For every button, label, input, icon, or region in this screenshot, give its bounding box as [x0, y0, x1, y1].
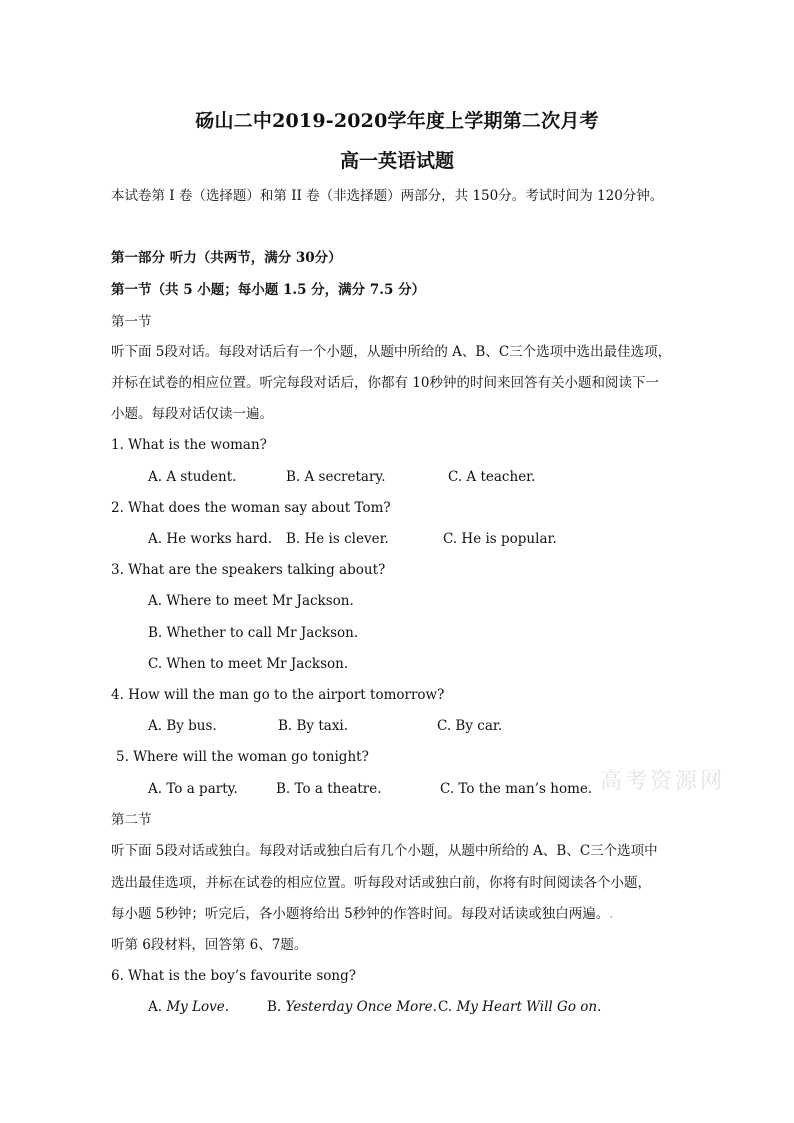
answer-option: B. He is clever.: [286, 531, 389, 547]
question-stem: 6. What is the boy’s favourite song?: [111, 968, 356, 984]
answer-option: [438, 997, 601, 1017]
part1-heading: 第一部分 听力（共两节，满分 30分）: [111, 250, 342, 266]
answer-option: A. Where to meet Mr Jackson.: [148, 593, 354, 609]
option-letter: C.: [438, 999, 457, 1015]
exam-title: 砀山二中2019-2020学年度上学期第二次月考: [195, 110, 599, 132]
answer-option: B. By taxi.: [278, 718, 349, 734]
answer-option: A. A student.: [148, 469, 237, 485]
exam-intro: 本试卷第 I 卷（选择题）和第 II 卷（非选择题）两部分，共 150分。考试时间为 120分钟。: [111, 188, 664, 204]
section1-instruction-line: 小题。每段对话仅读一遍。: [111, 406, 273, 422]
section2-instruction-line: [111, 904, 614, 924]
section1-instruction-line: 并标在试卷的相应位置。听完每段对话后，你都有 10秒钟的时间来回答有关小题和阅读下一: [111, 375, 659, 391]
question-stem: 1. What is the woman?: [111, 437, 267, 453]
section2-instruction-line: 听下面 5段对话或独白。每段对话或独白后有几个小题，从题中所给的 A、B、C三个选项中: [111, 843, 658, 859]
answer-option: A. To a party.: [148, 781, 238, 797]
watermark-logo: 高考资源网: [600, 769, 726, 794]
song-title: Yesterday Once More.: [285, 999, 437, 1015]
answer-option: C. When to meet Mr Jackson.: [148, 656, 349, 672]
answer-option: B. Whether to call Mr Jackson.: [148, 625, 359, 641]
answer-option: [148, 997, 229, 1017]
section1-instruction-line: 听下面 5段对话。每段对话后有一个小题，从题中所给的 A、B、C三个选项中选出最佳选项，: [111, 344, 672, 360]
option-letter: A.: [148, 999, 167, 1015]
answer-option: B. To a theatre.: [276, 781, 382, 797]
question-stem: 5. Where will the woman go tonight?: [116, 749, 369, 765]
answer-option: A. By bus.: [148, 718, 217, 734]
answer-option: [267, 997, 437, 1017]
answer-option: C. A teacher.: [448, 469, 536, 485]
section1-heading: 第一节（共 5 小题；每小题 1.5 分，满分 7.5 分）: [111, 282, 426, 298]
answer-option: C. He is popular.: [443, 531, 557, 547]
exam-subtitle: 高一英语试题: [339, 150, 454, 172]
section1-label: 第一节: [111, 314, 152, 330]
question-stem: 3. What are the speakers talking about?: [111, 562, 386, 578]
song-title: My Heart Will Go on.: [456, 999, 602, 1015]
material-instruction: 听第 6段材料，回答第 6、7题。: [111, 937, 308, 953]
answer-option: B. A secretary.: [286, 469, 386, 485]
song-title: My Love.: [166, 999, 230, 1015]
question-stem: 2. What does the woman say about Tom?: [111, 500, 391, 516]
section2-label: 第二节: [111, 812, 152, 828]
answer-option: C. To the man’s home.: [440, 781, 593, 797]
answer-option: C. By car.: [437, 718, 503, 734]
option-letter: B.: [267, 999, 286, 1015]
section2-instruction-text: 每小题 5秒钟；听完后，各小题将给出 5秒钟的作答时间。每段对话读或独白两遍。: [111, 906, 610, 922]
answer-option: A. He works hard.: [148, 531, 273, 547]
section2-instruction-line: 选出最佳选项，并标在试卷的相应位置。听每段对话或独白前，你将有时间阅读各个小题，: [111, 875, 651, 891]
question-stem: 4. How will the man go to the airport tomorrow?: [111, 687, 445, 703]
stray-mark: .: [609, 906, 614, 922]
